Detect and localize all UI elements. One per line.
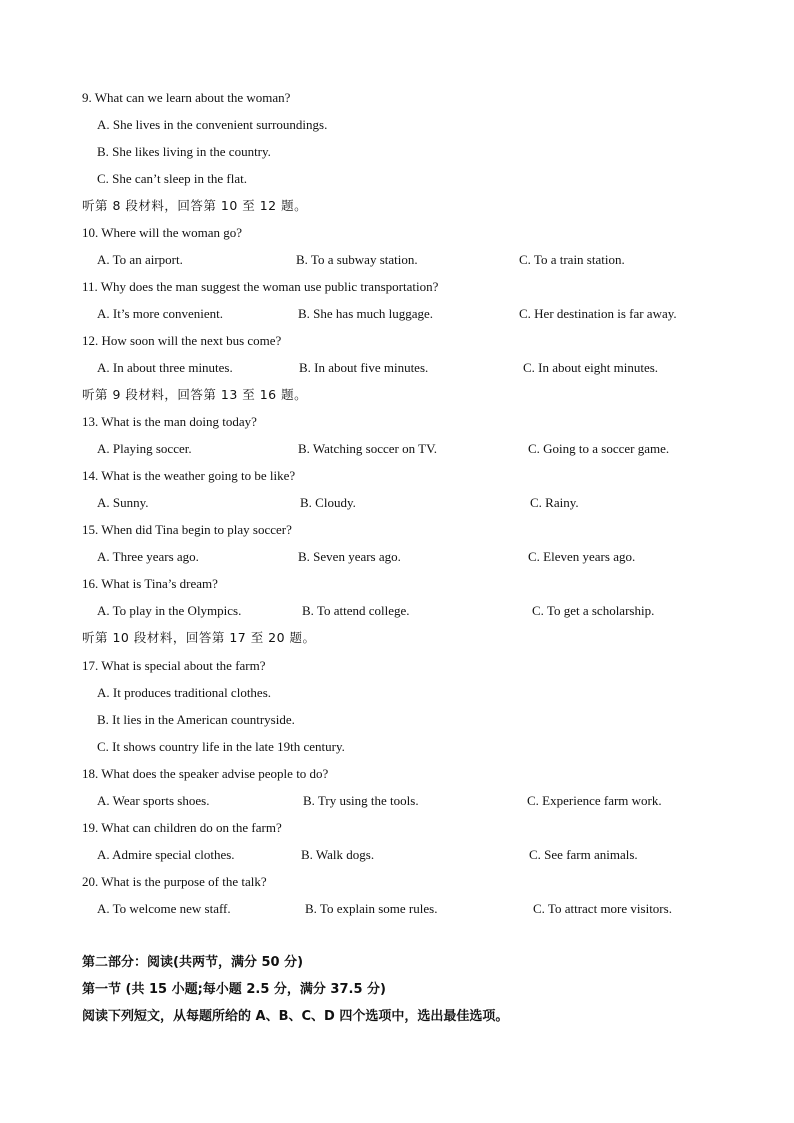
question-13-option-b: B. Watching soccer on TV. xyxy=(298,441,438,456)
question-9-option-c: C. She can’t sleep in the flat. xyxy=(97,171,247,186)
question-16-stem: 16. What is Tina’s dream? xyxy=(82,576,218,591)
question-10-stem: 10. Where will the woman go? xyxy=(82,225,243,240)
question-12-option-a: A. In about three minutes. xyxy=(97,360,233,375)
question-17-option-b: B. It lies in the American countryside. xyxy=(97,712,295,727)
part-2-heading: 第二部分：阅读(共两节，满分 50 分) xyxy=(82,955,304,970)
part-2-section-1-heading: 第一节 (共 15 小题;每小题 2.5 分，满分 37.5 分) xyxy=(82,982,386,997)
question-13-option-a: A. Playing soccer. xyxy=(97,441,192,456)
question-16-option-c: C. To get a scholarship. xyxy=(532,603,655,618)
question-11-option-a: A. It’s more convenient. xyxy=(97,306,223,321)
question-20-option-c: C. To attract more visitors. xyxy=(533,901,672,916)
question-13-option-c: C. Going to a soccer game. xyxy=(528,441,670,456)
question-18-stem: 18. What does the speaker advise people to do? xyxy=(82,766,329,781)
question-19-option-a: A. Admire special clothes. xyxy=(97,847,235,862)
question-13-stem: 13. What is the man doing today? xyxy=(82,414,257,429)
question-20-option-b: B. To explain some rules. xyxy=(305,901,438,916)
section-10-instruction: 听第 10 段材料，回答第 17 至 20 题。 xyxy=(82,630,316,645)
question-19-option-c: C. See farm animals. xyxy=(529,847,638,862)
section-8-instruction: 听第 8 段材料，回答第 10 至 12 题。 xyxy=(82,198,308,213)
question-16-option-b: B. To attend college. xyxy=(302,603,410,618)
question-11-option-b: B. She has much luggage. xyxy=(298,306,434,321)
question-15-stem: 15. When did Tina begin to play soccer? xyxy=(82,522,292,537)
question-18-option-a: A. Wear sports shoes. xyxy=(97,793,210,808)
question-14-option-a: A. Sunny. xyxy=(97,495,149,510)
question-10-option-b: B. To a subway station. xyxy=(296,252,418,267)
question-17-option-a: A. It produces traditional clothes. xyxy=(97,685,272,700)
question-14-stem: 14. What is the weather going to be like? xyxy=(82,468,296,483)
question-15-option-b: B. Seven years ago. xyxy=(298,549,401,564)
question-10-option-a: A. To an airport. xyxy=(97,252,183,267)
question-15-option-c: C. Eleven years ago. xyxy=(528,549,636,564)
question-9-stem: 9. What can we learn about the woman? xyxy=(82,90,291,105)
question-19-option-b: B. Walk dogs. xyxy=(301,847,375,862)
question-17-stem: 17. What is special about the farm? xyxy=(82,658,266,673)
question-14-option-c: C. Rainy. xyxy=(530,495,579,510)
question-14-option-b: B. Cloudy. xyxy=(300,495,356,510)
question-17-option-c: C. It shows country life in the late 19th century. xyxy=(97,739,345,754)
question-18-option-b: B. Try using the tools. xyxy=(303,793,419,808)
question-10-option-c: C. To a train station. xyxy=(519,252,625,267)
question-18-option-c: C. Experience farm work. xyxy=(527,793,662,808)
question-9-option-a: A. She lives in the convenient surroundings. xyxy=(97,117,328,132)
question-12-option-c: C. In about eight minutes. xyxy=(523,360,659,375)
section-9-instruction: 听第 9 段材料，回答第 13 至 16 题。 xyxy=(82,387,308,402)
question-16-option-a: A. To play in the Olympics. xyxy=(97,603,242,618)
question-15-option-a: A. Three years ago. xyxy=(97,549,199,564)
part-2-instruction: 阅读下列短文，从每题所给的 A、B、C、D 四个选项中，选出最佳选项。 xyxy=(82,1009,509,1024)
question-9-option-b: B. She likes living in the country. xyxy=(97,144,271,159)
question-12-stem: 12. How soon will the next bus come? xyxy=(82,333,282,348)
question-20-stem: 20. What is the purpose of the talk? xyxy=(82,874,267,889)
question-11-stem: 11. Why does the man suggest the woman use public transportation? xyxy=(82,279,439,294)
question-20-option-a: A. To welcome new staff. xyxy=(97,901,231,916)
question-11-option-c: C. Her destination is far away. xyxy=(519,306,677,321)
question-12-option-b: B. In about five minutes. xyxy=(299,360,429,375)
question-19-stem: 19. What can children do on the farm? xyxy=(82,820,282,835)
